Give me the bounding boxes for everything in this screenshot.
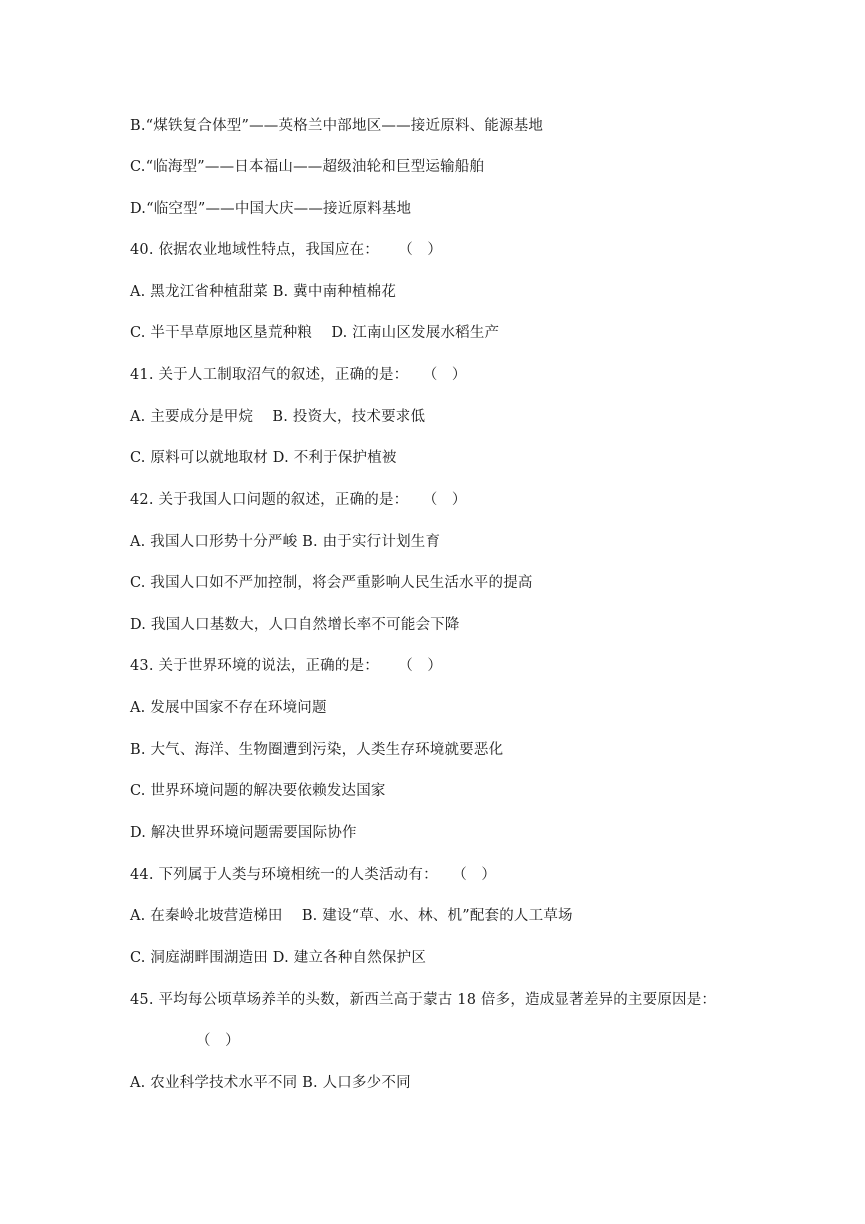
- option-b-coal-iron-type: B.“煤铁复合体型”——英格兰中部地区——接近原料、能源基地: [130, 118, 544, 134]
- question-44: 44. 下列属于人类与环境相统一的人类活动有： （ ）: [130, 867, 497, 883]
- question-43-option-a: A. 发展中国家不存在环境问题: [130, 700, 327, 716]
- question-44-options-cd: C. 洞庭湖畔围湖造田 D. 建立各种自然保护区: [130, 950, 427, 966]
- question-43: 43. 关于世界环境的说法，正确的是： （ ）: [130, 658, 443, 674]
- question-42: 42. 关于我国人口问题的叙述，正确的是： （ ）: [130, 492, 467, 508]
- option-c-coastal-type: C.“临海型”——日本福山——超级油轮和巨型运输船舶: [130, 159, 485, 175]
- question-44-options-ab: A. 在秦岭北坡营造梯田 B. 建设“草、水、林、机”配套的人工草场: [130, 908, 573, 924]
- question-40-options-ab: A. 黑龙江省种植甜菜 B. 冀中南种植棉花: [130, 284, 397, 300]
- question-42-option-d: D. 我国人口基数大，人口自然增长率不可能会下降: [130, 617, 460, 633]
- question-43-option-c: C. 世界环境问题的解决要依赖发达国家: [130, 783, 386, 799]
- question-41-options-cd: C. 原料可以就地取材 D. 不利于保护植被: [130, 450, 397, 466]
- question-41: 41. 关于人工制取沼气的叙述，正确的是： （ ）: [130, 367, 467, 383]
- question-45: 45. 平均每公顷草场养羊的头数，新西兰高于蒙古 18 倍多，造成显著差异的主要原因是：: [130, 992, 717, 1008]
- option-d-airport-type: D.“临空型”——中国大庆——接近原料基地: [130, 201, 412, 217]
- question-41-options-ab: A. 主要成分是甲烷 B. 投资大，技术要求低: [130, 409, 426, 425]
- question-45-options-ab: A. 农业科学技术水平不同 B. 人口多少不同: [130, 1075, 411, 1091]
- question-43-option-d: D. 解决世界环境问题需要国际协作: [130, 825, 357, 841]
- question-42-option-c: C. 我国人口如不严加控制，将会严重影响人民生活水平的提高: [130, 575, 533, 591]
- question-40-options-cd: C. 半干旱草原地区垦荒种粮 D. 江南山区发展水稻生产: [130, 325, 500, 341]
- question-43-option-b: B. 大气、海洋、生物圈遭到污染，人类生存环境就要恶化: [130, 742, 504, 758]
- question-45-answer-blank: （ ）: [196, 1033, 240, 1049]
- question-42-options-ab: A. 我国人口形势十分严峻 B. 由于实行计划生育: [130, 534, 441, 550]
- question-40: 40. 依据农业地域性特点，我国应在： （ ）: [130, 242, 443, 258]
